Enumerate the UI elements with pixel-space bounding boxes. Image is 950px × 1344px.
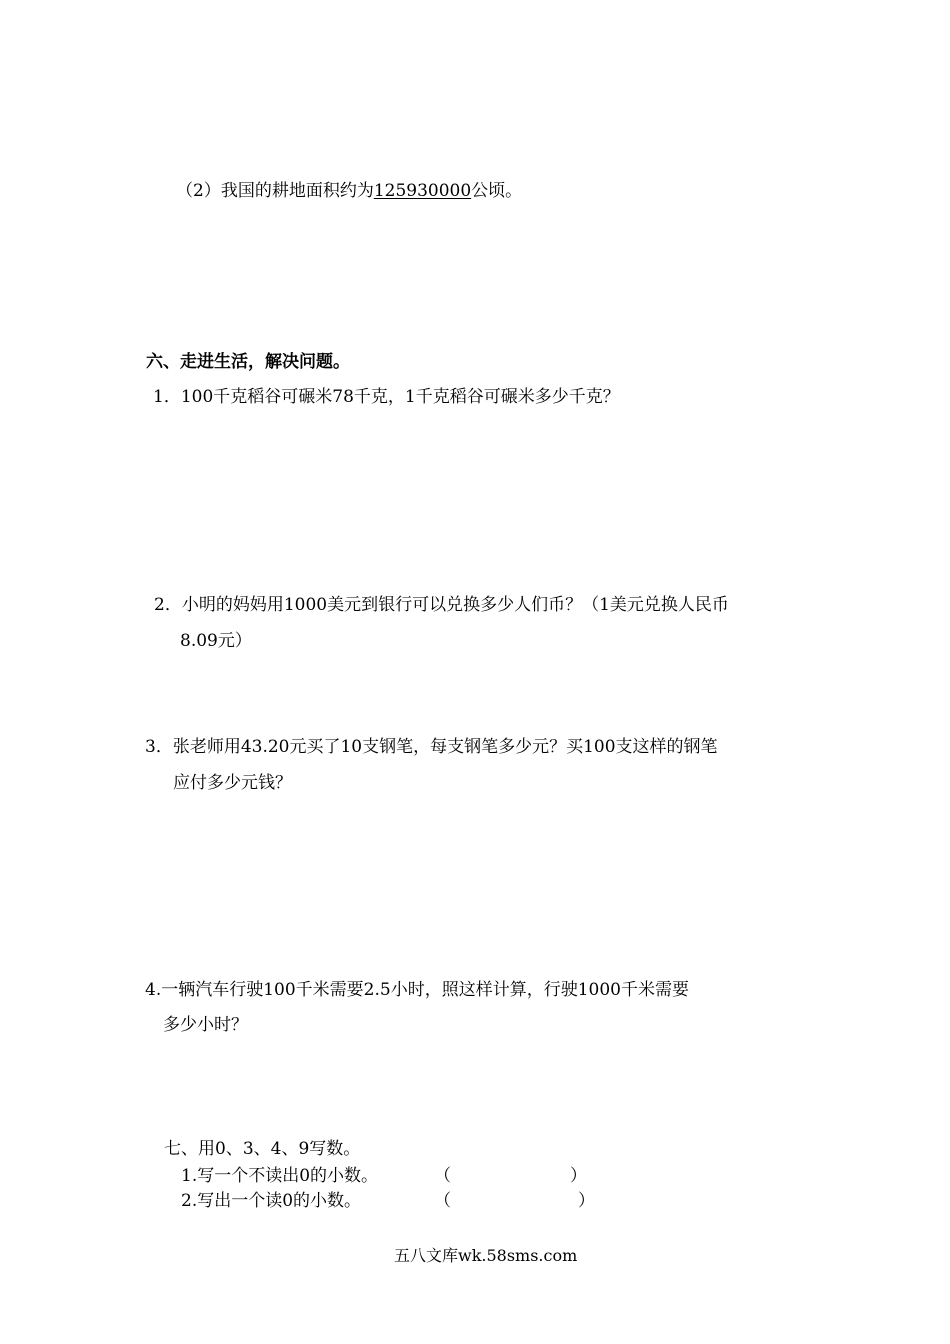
item-2-prefix: （2）我国的耕地面积约为 — [176, 181, 374, 201]
section-7-q1-label: 1.写一个不读出0的小数。 — [181, 1166, 379, 1186]
section-7-q1-answer-open: （ — [434, 1166, 451, 1186]
section-7-q1-answer-close: ） — [570, 1166, 587, 1186]
question-2-line-2: 8.09元） — [180, 631, 252, 651]
section-6-title: 六、走进生活，解决问题。 — [146, 352, 350, 372]
question-1: 1．100千克稻谷可碾米78千克，1千克稻谷可碾米多少千克？ — [153, 387, 620, 407]
question-2-line-1: 2．小明的妈妈用1000美元到银行可以兑换多少人们币？（1美元兑换人民币 — [154, 595, 729, 615]
footer-watermark: 五八文库wk.58sms.com — [394, 1246, 578, 1265]
question-3-line-2: 应付多少元钱？ — [173, 773, 292, 793]
section-7-title: 七、用0、3、4、9写数。 — [164, 1139, 361, 1159]
question-4-line-1: 4.一辆汽车行驶100千米需要2.5小时，照这样计算，行驶1000千米需要 — [145, 980, 689, 1000]
question-3-line-1: 3．张老师用43.20元买了10支钢笔，每支钢笔多少元？买100支这样的钢笔 — [145, 737, 718, 757]
item-2-suffix: 公顷。 — [471, 181, 523, 201]
section-7-q2-answer-open: （ — [434, 1191, 451, 1211]
item-2-text — [176, 183, 522, 200]
section-7-q2-label: 2.写出一个读0的小数。 — [181, 1191, 362, 1211]
section-7-q2-answer-close: ） — [578, 1191, 595, 1211]
question-4-line-2: 多少小时？ — [163, 1015, 248, 1035]
item-2-number: 125930000 — [373, 181, 472, 201]
